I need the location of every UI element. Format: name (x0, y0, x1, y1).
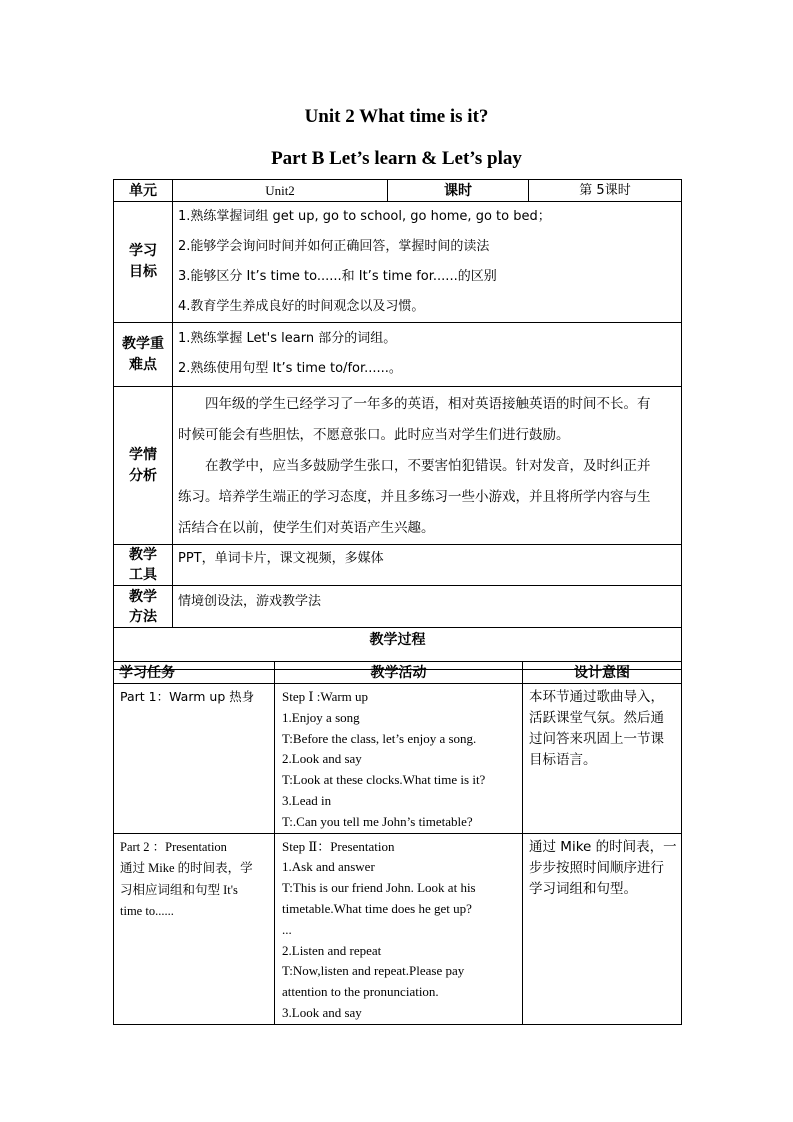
task-cell: Part 1：Warm up 热身 (114, 684, 275, 834)
analysis-line: 在教学中，应当多鼓励学生张口，不要害怕犯错误。针对发音，及时纠正并 (178, 458, 651, 474)
objective-item: 2.能够学会询问时间并如何正确回答，掌握时间的读法 (178, 239, 490, 254)
period-label: 课时 (388, 180, 529, 202)
analysis-line: 练习。培养学生端正的学习态度，并且多练习一些小游戏，并且将所学内容与生 (178, 489, 651, 505)
key-point-item: 1.熟练掌握 Let's learn 部分的词组。 (178, 331, 397, 346)
analysis-line: 活结合在以前，使学生们对英语产生兴趣。 (178, 520, 435, 536)
analysis-line: 四年级的学生已经学习了一年多的英语，相对英语接触英语的时间不长。有 (178, 396, 651, 412)
analysis-content (173, 387, 682, 545)
design-cell: 通过 Mike 的时间表，一 步步按照时间顺序进行 学习词组和句型。 (523, 833, 682, 1024)
design-cell: 本环节通过歌曲导入， 活跃课堂气氛。然后通 过问答来巩固上一节课 目标语言。 (523, 684, 682, 834)
table-row (114, 684, 682, 834)
unit-label: 单元 (114, 180, 173, 202)
analysis-line: 时候可能会有些胆怯，不愿意张口。此时应当对学生们进行鼓励。 (178, 427, 570, 443)
objective-item: 1.熟练掌握词组 get up, go to school, go home, go to bed； (178, 209, 551, 224)
table-row (114, 833, 682, 1024)
objectives-label: 学习目标 (114, 202, 173, 323)
unit-value: Unit2 (173, 180, 388, 202)
page-subtitle: Part B Let’s learn & Let’s play (271, 148, 522, 169)
tools-label: 教学工具 (114, 545, 173, 586)
process-table (113, 661, 682, 1025)
activity-cell: Step Ⅰ :Warm up 1.Enjoy a song T:Before the class, let’s enjoy a song. 2.Look and say T:Look at these clocks.What time is it? 3.Lead in T:.Can you tell me John’s timetable? (275, 684, 523, 834)
objectives-content (173, 202, 682, 323)
tools-content: PPT，单词卡片，课文视频，多媒体 (173, 545, 682, 586)
period-value: 第 5课时 (529, 180, 682, 202)
lesson-info-table (113, 179, 682, 670)
methods-content: 情境创设法，游戏教学法 (173, 586, 682, 628)
activity-cell: Step Ⅱ：Presentation 1.Ask and answer T:This is our friend John. Look at his timetable.What time does he get up? ... 2.Listen and repeat T:Now,listen and repeat.Please pay attention to the pronunciation. 3.Look and say (275, 833, 523, 1024)
column-header-activity: 教学活动 (275, 662, 523, 684)
column-header-design: 设计意图 (523, 662, 682, 684)
analysis-label: 学情分析 (114, 387, 173, 545)
page-title: Unit 2 What time is it? (304, 106, 489, 127)
task-cell: Part 2 ：Presentation 通过 Mike 的时间表，学 习相应词组和句型 It's time to...... (114, 833, 275, 1024)
key-points-content (173, 323, 682, 387)
process-heading: 教学过程 (114, 628, 682, 670)
key-points-label: 教学重难点 (114, 323, 173, 387)
objective-item: 3.能够区分 It’s time to......和 It’s time for......的区别 (178, 269, 497, 284)
objective-item: 4.教育学生养成良好的时间观念以及习惯。 (178, 299, 425, 314)
column-header-task: 学习任务 (114, 662, 275, 684)
key-point-item: 2.熟练使用句型 It’s time to/for......。 (178, 361, 402, 376)
methods-label: 教学方法 (114, 586, 173, 628)
